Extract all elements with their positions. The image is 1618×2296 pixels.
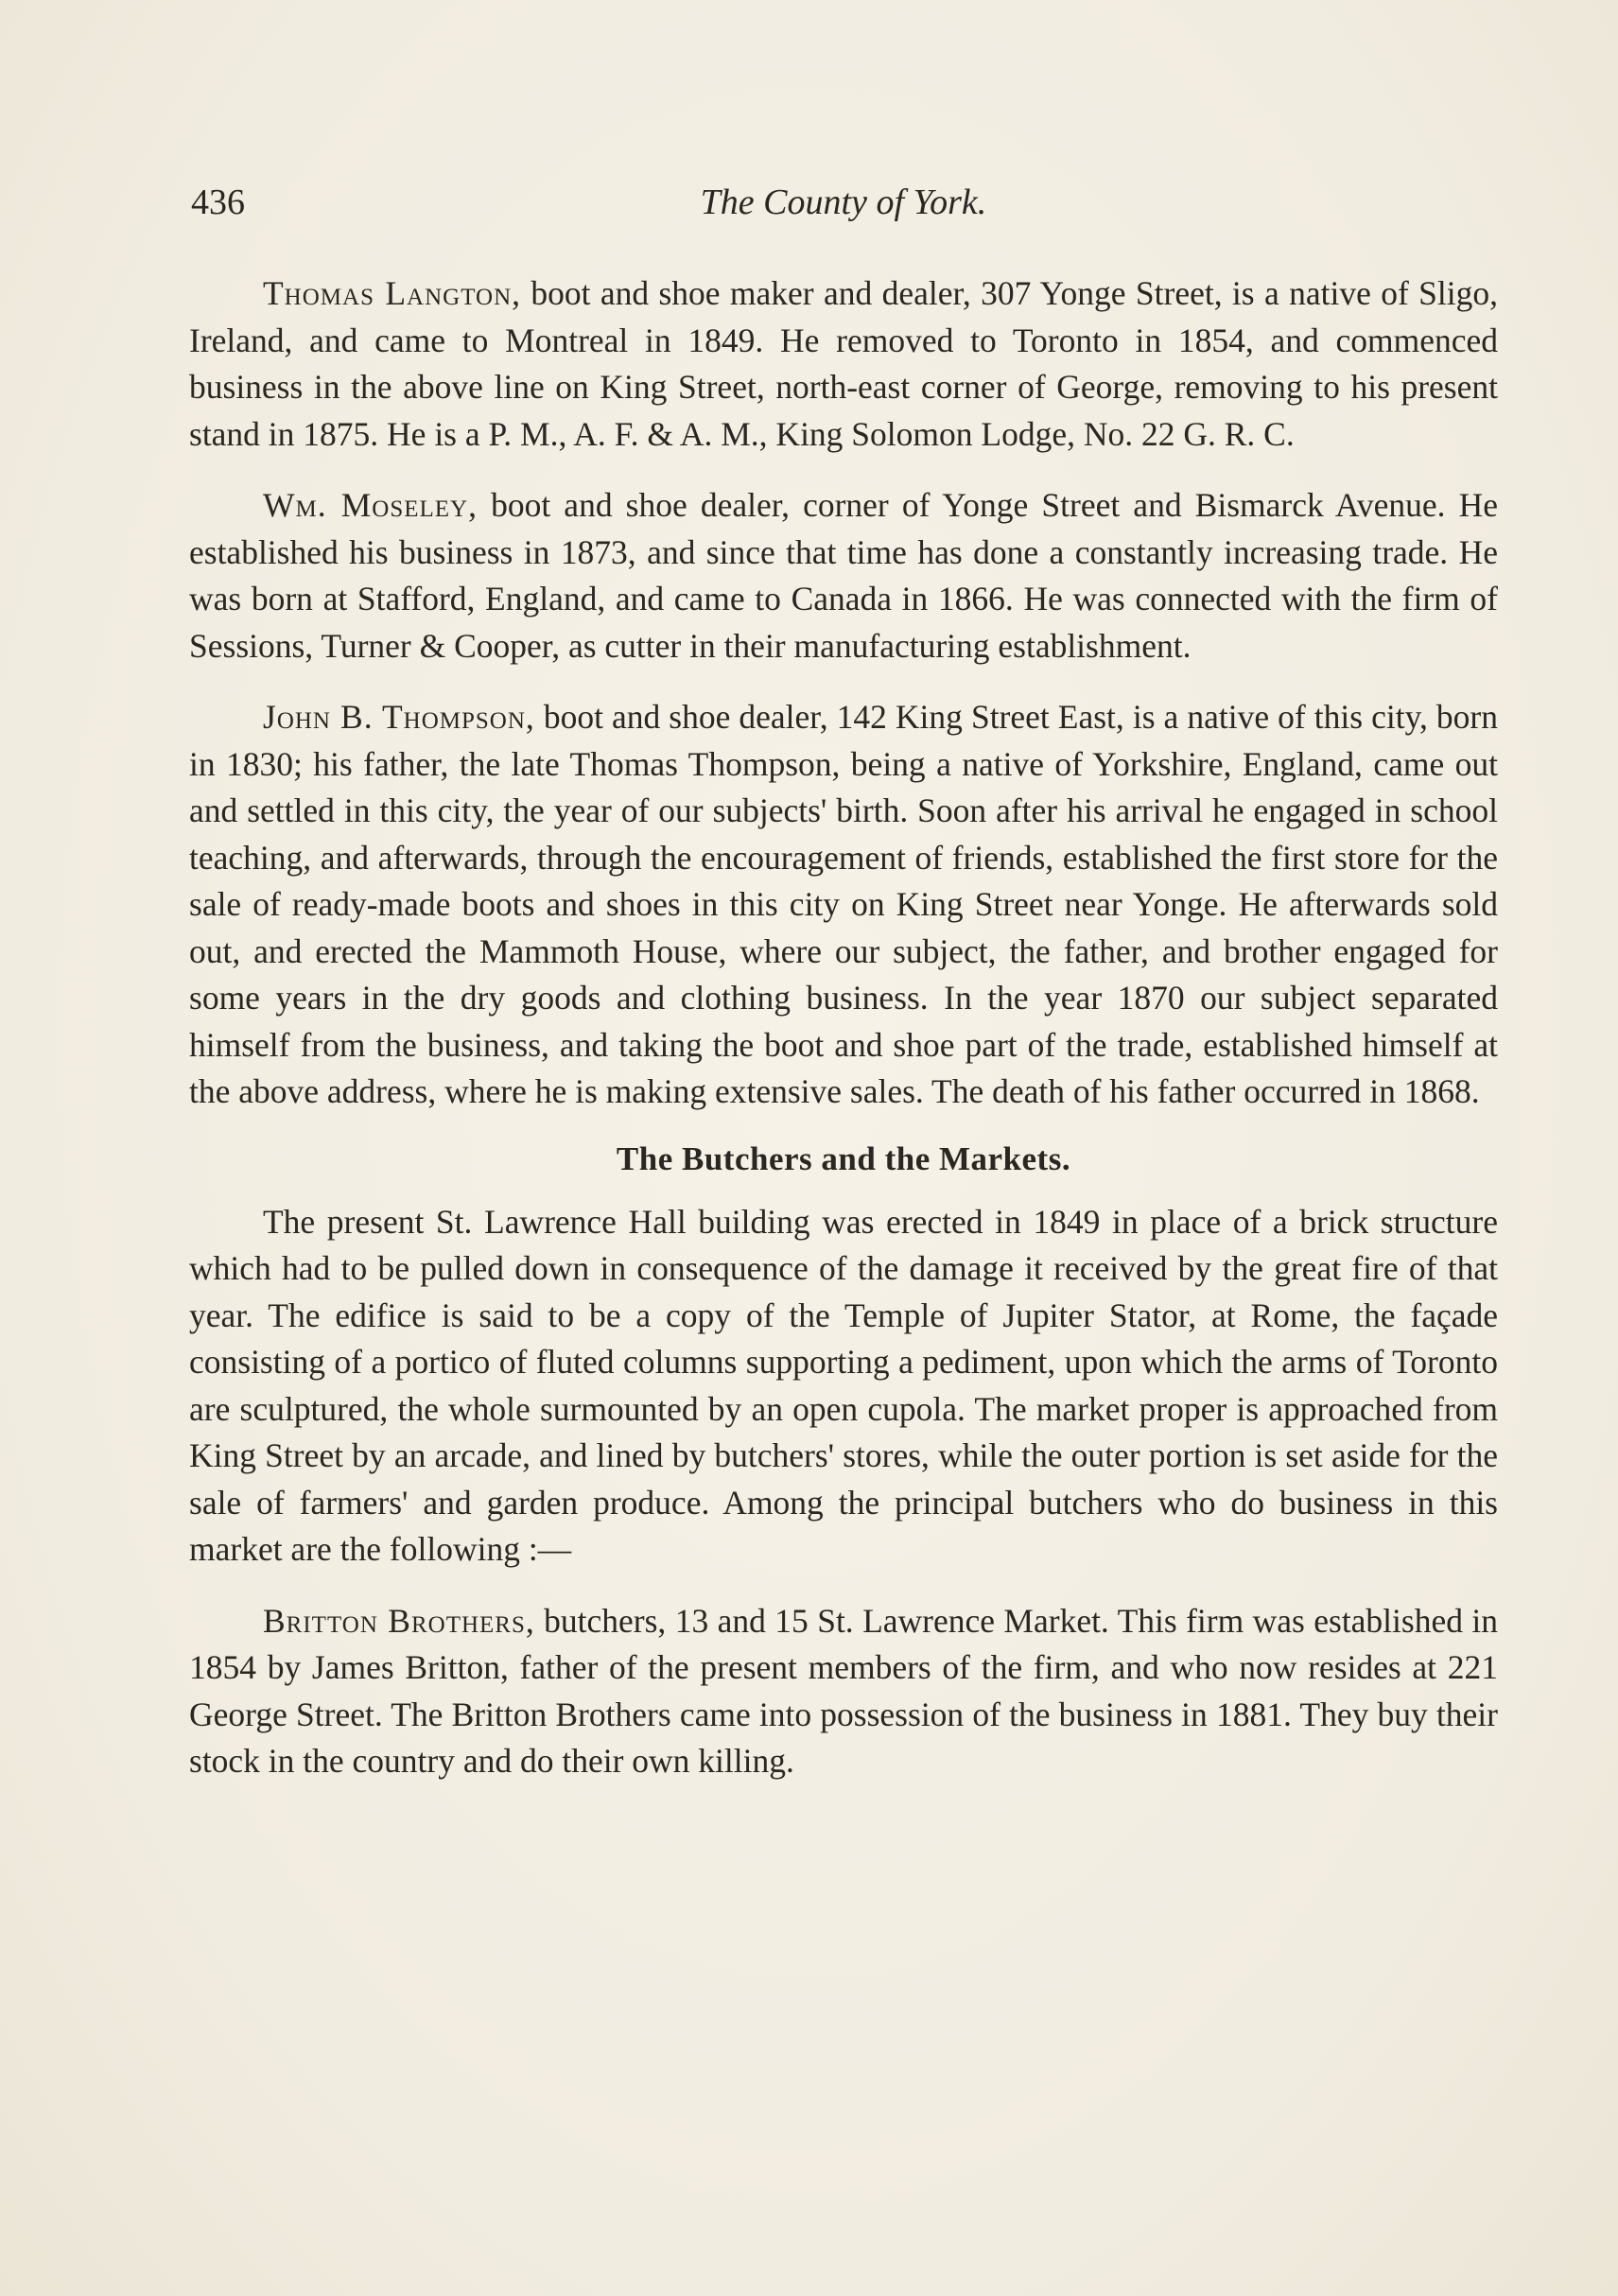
page-header [191,182,1496,238]
entry-text: boot and shoe dealer, 142 King Street East, is a native of this city, born in 1830; his father, the late Thomas Thompson, being a native of Yorkshire, England, came out and settled in this city, the year of our subjects' birth. Soon after his arrival he engaged in school teaching, and afterwards, through the encouragement of friends, established the first store for the sale of ready-made boots and shoes in this city on King Street near Yonge. He afterwards sold out, and erected the Mammoth House, where our subject, the father, and brother engaged for some years in the dry goods and clothing business. In the year 1870 our subject separated himself from the business, and taking the boot and shoe part of the trade, established himself at the above address, where he is making extensive sales. The death of his father occurred in 1868. [189,698,1499,1110]
entry-name: Thomas Langton, [263,274,521,312]
entry-text: boot and shoe dealer, corner of Yonge Street and Bismarck Avenue. He established his business in 1873, and since that time has done a constantly increasing trade. He was born at Stafford, England, and came to Canada in 1866. He was connected with the firm of Sessions, Turner & Cooper, as cutter in their manufacturing establishment. [189,486,1498,665]
section-intro: The present St. Lawrence Hall building was erected in 1849 in place of a brick structure which had to be pulled down in consequence of the damage it received by the great fire of that year. The edifice is said to be a copy of the Temple of Jupiter Stator, at Rome, the façade consisting of a portico of fluted columns supporting a pediment, upon which the arms of Toronto are sculptured, the whole surmounted by an open cupola. The market proper is approached from King Street by an arcade, and lined by butchers' stores, while the outer portion is set aside for the sale of farmers' and garden produce. Among the principal butchers who do business in this market are the following :— [189,1202,1498,1568]
running-title: The County of York. [700,183,987,222]
entry-name: John B. Thompson, [263,698,535,736]
entry-name: Britton Brothers, [263,1601,535,1640]
entry-text: boot and shoe maker and dealer, 307 Yonge Street, is a native of Sligo, Ireland, and came to Montreal in 1849. He removed to Toronto in 1854, and commenced business in the above line on King Street, north-east corner of George, removing to his present stand in 1875. He is a P. M., A. F. & A. M., King Solomon Lodge, No. 22 G. R. C. [189,274,1498,453]
page-number: 436 [191,183,245,222]
entry-john-b-thompson [189,694,1498,1116]
section-heading: The Butchers and the Markets. [616,1139,1071,1177]
entry-wm-moseley [189,482,1498,670]
entry-name: Wm. Moseley, [263,486,478,524]
entry-thomas-langton [189,270,1498,458]
entry-britton-brothers [189,1598,1498,1785]
entry-text: butchers, 13 and 15 St. Lawrence Market. This firm was established in 1854 by James Britton, father of the present members of the firm, and who now resides at 221 George Street. The Britton Brothers came into possession of the business in 1881. They buy their stock in the country and do their own killing. [189,1601,1499,1780]
page-body [189,270,1498,1810]
